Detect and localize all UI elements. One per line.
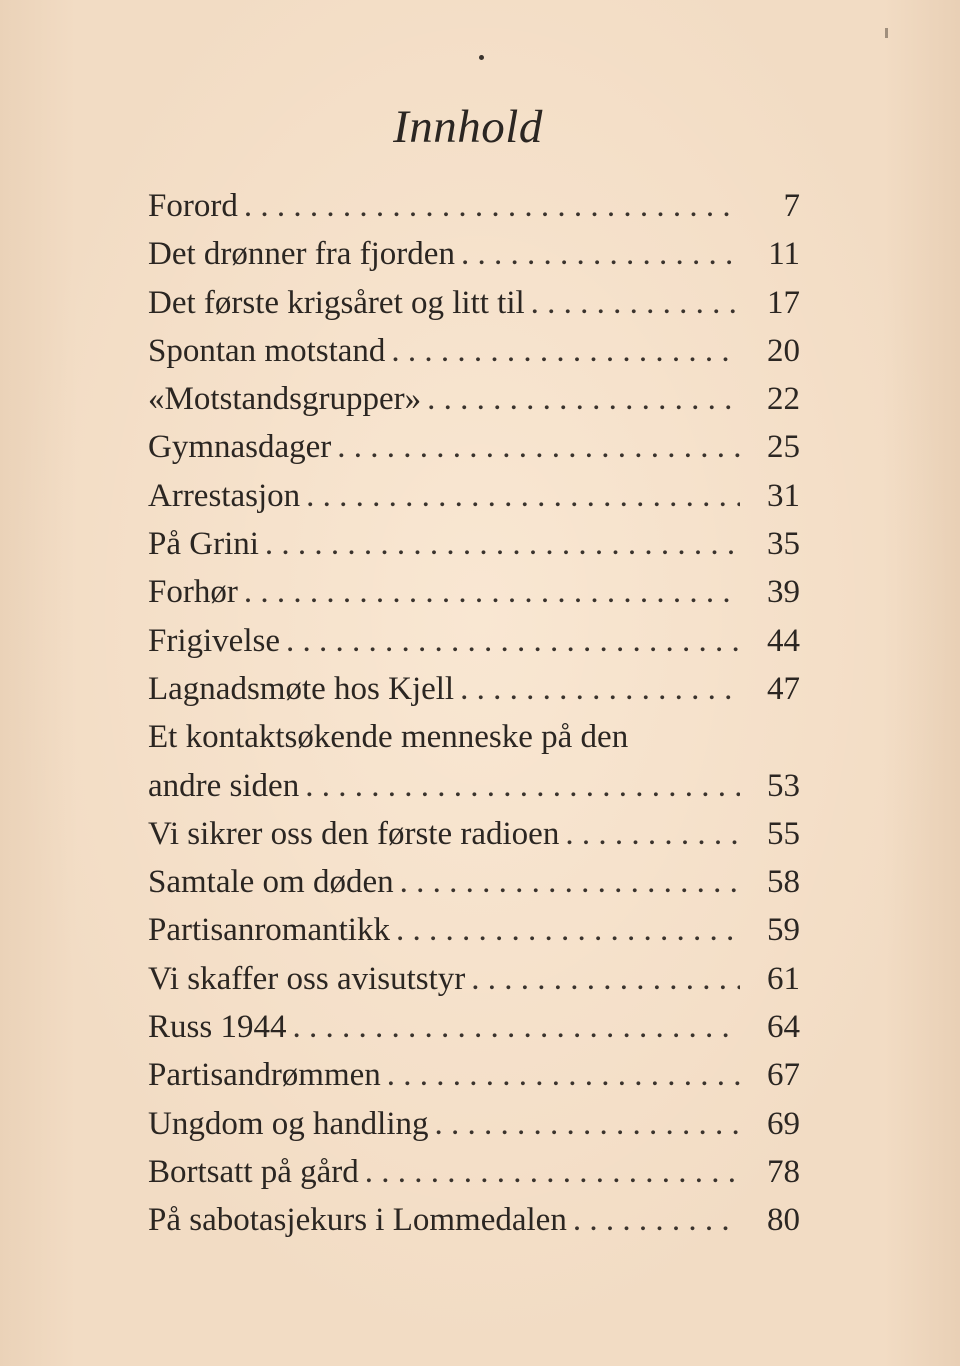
toc-entry-page: 78 (767, 1153, 800, 1190)
toc-entry (148, 327, 800, 375)
dot-leader (365, 1148, 740, 1196)
dot-leader (434, 1100, 740, 1148)
toc-entry (148, 568, 800, 616)
toc-entry-label: På sabotasjekurs i Lommedalen (148, 1202, 567, 1239)
toc-entry-page: 80 (767, 1202, 800, 1239)
toc-entry-page: 69 (767, 1105, 800, 1142)
toc-entry-page: 58 (767, 864, 800, 901)
toc-entry (148, 520, 800, 568)
dot-leader (396, 906, 740, 954)
toc-entry (148, 1100, 800, 1148)
toc-entry-label: Lagnadsmøte hos Kjell (148, 670, 455, 707)
toc-entry (148, 279, 800, 327)
toc-entry-label: Russ 1944 (148, 1009, 287, 1046)
toc-entry-page: 20 (767, 332, 800, 369)
toc-entry-label: Det drønner fra fjorden (148, 236, 455, 273)
page-speck (885, 28, 888, 38)
toc-entry-page: 67 (767, 1057, 800, 1094)
dot-leader (573, 1196, 740, 1244)
toc-entry (148, 230, 800, 278)
toc-entry (148, 955, 800, 1003)
toc-entry-label: Forhør (148, 574, 238, 611)
dot-leader (531, 279, 740, 327)
toc-entry-page: 53 (767, 767, 800, 804)
toc-entry-page: 35 (767, 526, 800, 563)
dot-leader (286, 617, 740, 665)
toc-entry (148, 858, 800, 906)
toc-entry-label: Bortsatt på gård (148, 1153, 359, 1190)
dot-leader (244, 182, 740, 230)
toc-entry-label: Partisanromantikk (148, 912, 390, 949)
page-dot (479, 55, 484, 60)
dot-leader (292, 1003, 740, 1051)
toc-entry (148, 182, 800, 230)
toc-entry (148, 1196, 800, 1244)
toc-entry (148, 1051, 800, 1099)
toc-entry-label: Det første krigsåret og litt til (148, 284, 525, 321)
toc-entry-page: 44 (767, 622, 800, 659)
dot-leader (305, 762, 740, 810)
toc-entry (148, 423, 800, 471)
toc-entry-first-line (148, 713, 800, 761)
toc-entry (148, 906, 800, 954)
dot-leader (391, 327, 740, 375)
toc-entry-label: Arrestasjon (148, 477, 301, 514)
toc-entry-label: Partisandrømmen (148, 1057, 381, 1094)
dot-leader (471, 955, 740, 1003)
dot-leader (461, 230, 740, 278)
toc-entry-page: 17 (767, 284, 800, 321)
dot-leader (400, 858, 740, 906)
toc-entry-label: Ungdom og handling (148, 1105, 429, 1142)
toc-entry (148, 810, 800, 858)
toc-entry (148, 1003, 800, 1051)
dot-leader (265, 520, 740, 568)
toc-entry-label: På Grini (148, 526, 259, 563)
dot-leader (244, 568, 740, 616)
toc-entry-page: 47 (767, 670, 800, 707)
toc-entry-label: Forord (148, 188, 238, 224)
toc-entry-label: andre siden (148, 767, 300, 804)
toc-entry-label: Spontan motstand (148, 332, 386, 369)
dot-leader (427, 375, 740, 423)
table-of-contents (148, 182, 800, 1245)
toc-entry (148, 665, 800, 713)
toc-entry (148, 762, 800, 810)
toc-entry-page: 7 (783, 188, 800, 224)
toc-entry-page: 31 (767, 477, 800, 514)
toc-entry-page: 25 (767, 429, 800, 466)
toc-entry-page: 64 (767, 1009, 800, 1046)
page-title: Innhold (393, 101, 543, 153)
toc-entry-page: 39 (767, 574, 800, 611)
toc-entry-label: Samtale om døden (148, 864, 394, 901)
toc-entry (148, 617, 800, 665)
toc-entry (148, 472, 800, 520)
toc-entry-label: «Motstandsgrupper» (148, 381, 422, 418)
toc-entry-page: 11 (768, 236, 800, 273)
toc-entry (148, 1148, 800, 1196)
dot-leader (387, 1051, 740, 1099)
dot-leader (460, 665, 740, 713)
toc-entry-label: Vi sikrer oss den første radioen (148, 815, 560, 852)
toc-entry-page: 61 (767, 960, 800, 997)
dot-leader (337, 423, 740, 471)
toc-entry-label: Frigivelse (148, 622, 280, 659)
toc-entry-label: Vi skaffer oss avisutstyr (148, 960, 466, 997)
toc-entry (148, 375, 800, 423)
dot-leader (306, 472, 740, 520)
toc-entry-page: 22 (767, 381, 800, 418)
toc-entry-label-line1: Et kontaktsøkende menneske på den (148, 719, 629, 756)
toc-entry-page: 55 (767, 815, 800, 852)
toc-entry-page: 59 (767, 912, 800, 949)
dot-leader (565, 810, 740, 858)
toc-entry-label: Gymnasdager (148, 429, 332, 466)
